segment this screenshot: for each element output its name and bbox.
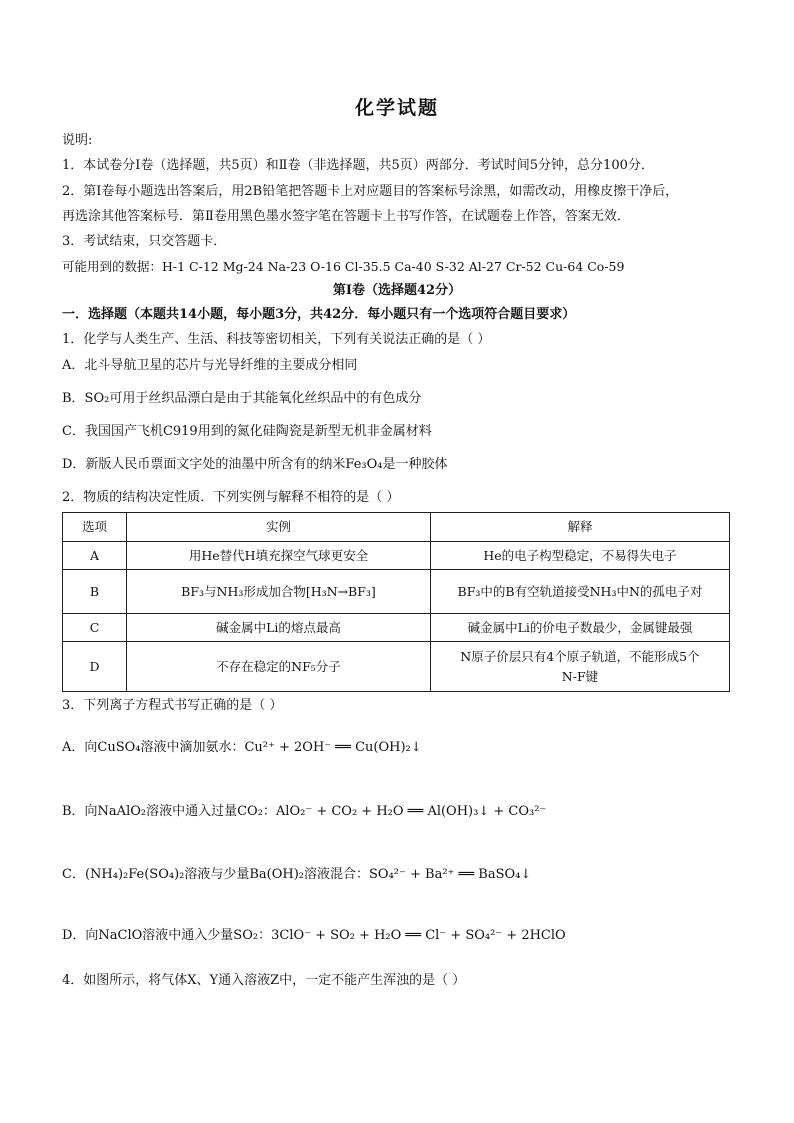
question-1-option-c: C．我国国产飞机C919用到的氮化硅陶瓷是新型无机非金属材料 (62, 424, 432, 439)
question-1-stem: 1．化学与人类生产、生活、科技等密切相关，下列有关说法正确的是（ ） (62, 332, 491, 347)
row-example: 不存在稳定的NF₅分子 (127, 642, 431, 692)
row-explanation: N原子价层只有4个原子轨道，不能形成5个 N-F键 (430, 642, 729, 692)
question-1-option-a: A．北斗导航卫星的芯片与光导纤维的主要成分相同 (62, 358, 358, 373)
question-1-option-d: D．新版人民币票面文字处的油墨中所含有的纳米Fe₃O₄是一种胶体 (62, 457, 448, 472)
question-1-option-b: B．SO₂可用于丝织品漂白是由于其能氧化丝织品中的有色成分 (62, 391, 422, 406)
table-row (63, 570, 730, 614)
instructions-label: 说明: (62, 133, 93, 148)
instruction-2-line1: 2．第Ⅰ卷每小题选出答案后，用2B铅笔把答题卡上对应题目的答案标号涂黑，如需改动，用橡皮擦干净后， (62, 184, 679, 199)
question-3-option-b: B．向NaAlO₂溶液中通入过量CO₂：AlO₂⁻ + CO₂ + H₂O ══ Al(OH)₃↓ + CO₃²⁻ (62, 804, 547, 819)
instruction-1: 1．本试卷分Ⅰ卷（选择题，共5页）和Ⅱ卷（非选择题，共5页）两部分．考试时间5分钟，总分100分． (62, 158, 654, 173)
header-option: 选项 (63, 513, 127, 542)
instruction-2-line2: 再选涂其他答案标号．第Ⅱ卷用黑色墨水签字笔在答题卡上书写作答，在试题卷上作答，答案无效． (62, 209, 630, 224)
section-title: 第Ⅰ卷（选择题42分） (332, 283, 462, 298)
row-explanation: He的电子构型稳定，不易得失电子 (430, 542, 729, 570)
row-option: A (63, 542, 127, 570)
question-4-stem: 4．如图所示，将气体X、Y通入溶液Z中，一定不能产生浑浊的是（ ） (62, 973, 466, 988)
row-explanation: 碱金属中Li的价电子数最少，金属键最强 (430, 614, 729, 642)
header-explanation: 解释 (430, 513, 729, 542)
question-3-option-a: A．向CuSO₄溶液中滴加氨水：Cu²⁺ + 2OH⁻ ══ Cu(OH)₂↓ (62, 740, 422, 755)
row-example: 碱金属中Li的熔点最高 (127, 614, 431, 642)
question-3-option-d: D．向NaClO溶液中通入少量SO₂：3ClO⁻ + SO₂ + H₂O ══ Cl⁻ + SO₄²⁻ + 2HClO (62, 928, 566, 943)
table-row (63, 614, 730, 642)
table-header-row (63, 513, 730, 542)
question-3-stem: 3．下列离子方程式书写正确的是（ ） (62, 698, 283, 713)
table-row (63, 542, 730, 570)
part-title: 一．选择题（本题共14小题，每小题3分，共42分．每小题只有一个选项符合题目要求） (62, 307, 576, 322)
question-3-option-c: C．(NH₄)₂Fe(SO₄)₂溶液与少量Ba(OH)₂溶液混合：SO₄²⁻ + Ba²⁺ ══ BaSO₄↓ (62, 867, 532, 882)
header-example: 实例 (127, 513, 431, 542)
question-2-table (62, 512, 730, 692)
instruction-3: 3．考试结束，只交答题卡． (62, 234, 227, 249)
question-2-stem: 2．物质的结构决定性质．下列实例与解释不相符的是（ ） (62, 490, 400, 505)
row-example: 用He替代H填充探空气球更安全 (127, 542, 431, 570)
atomic-mass-data: 可能用到的数据：H-1 C-12 Mg-24 Na-23 O-16 Cl-35.5 Ca-40 S-32 Al-27 Cr-52 Cu-64 Co-59 (62, 259, 625, 274)
row-option: C (63, 614, 127, 642)
row-explanation: BF₃中的B有空轨道接受NH₃中N的孤电子对 (430, 570, 729, 614)
row-option: B (63, 570, 127, 614)
row-example: BF₃与NH₃形成加合物[H₃N→BF₃] (127, 570, 431, 614)
row-option: D (63, 642, 127, 692)
table-row (63, 642, 730, 692)
page-title: 化学试题 (354, 97, 439, 119)
